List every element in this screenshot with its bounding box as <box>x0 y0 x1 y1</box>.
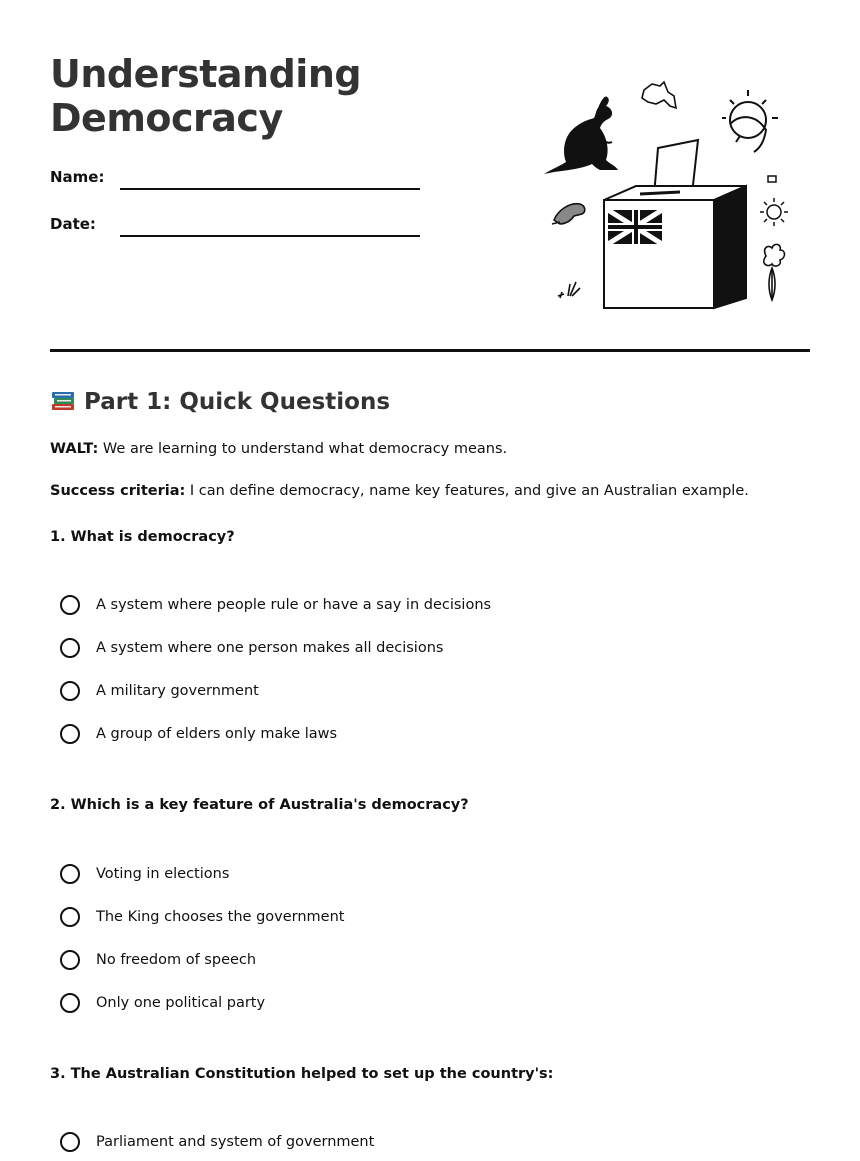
walt-line <box>50 441 507 457</box>
kangaroo-icon <box>544 96 618 174</box>
union-jack-flag-icon <box>608 210 662 244</box>
worksheet-title <box>50 52 361 140</box>
radio-button[interactable] <box>60 993 80 1013</box>
question-1: 1. What is democracy? <box>50 529 235 545</box>
date-label: Date: <box>50 215 96 233</box>
q1-option-2[interactable] <box>60 635 443 661</box>
title-line-2: Democracy <box>50 96 283 140</box>
title-line-1: Understanding <box>50 52 362 96</box>
criteria-label: Success criteria: <box>50 483 186 499</box>
radio-button[interactable] <box>60 595 80 615</box>
radio-button[interactable] <box>60 950 80 970</box>
radio-button[interactable] <box>60 638 80 658</box>
grass-icon <box>558 282 580 298</box>
sun-icon <box>722 90 778 152</box>
option-label: A military government <box>96 683 259 699</box>
option-label: The King chooses the government <box>96 909 345 925</box>
radio-button[interactable] <box>60 681 80 701</box>
criteria-text: I can define democracy, name key features, and give an Australian example. <box>185 483 749 499</box>
walt-label: WALT: <box>50 441 99 457</box>
radio-button[interactable] <box>60 724 80 744</box>
option-label: A group of elders only make laws <box>96 726 338 742</box>
q1-option-4[interactable] <box>60 721 337 747</box>
option-label: No freedom of speech <box>96 952 257 968</box>
option-label: A system where people rule or have a say in decisions <box>96 597 492 613</box>
walt-text: We are learning to understand what democracy means. <box>98 441 508 457</box>
echidna-icon <box>552 204 585 224</box>
part1-heading <box>50 388 390 418</box>
date-field[interactable] <box>50 207 430 237</box>
q2-option-3[interactable] <box>60 947 256 973</box>
option-label: A system where one person makes all decisions <box>96 640 444 656</box>
date-line[interactable] <box>120 235 420 237</box>
q2-option-2[interactable] <box>60 904 344 930</box>
q2-option-4[interactable] <box>60 990 265 1016</box>
option-label: Voting in elections <box>96 866 230 882</box>
radio-button[interactable] <box>60 907 80 927</box>
small-sun-icon <box>760 176 788 226</box>
option-label: Parliament and system of government <box>96 1134 375 1150</box>
books-icon <box>50 388 76 418</box>
q1-option-1[interactable] <box>60 592 491 618</box>
question-2: 2. Which is a key feature of Australia's democracy? <box>50 797 469 813</box>
australia-map-icon <box>642 82 676 108</box>
part1-heading-text: Part 1: Quick Questions <box>84 389 391 415</box>
section-divider <box>50 349 810 352</box>
q2-option-1[interactable] <box>60 861 229 887</box>
question-3: 3. The Australian Constitution helped to set up the country's: <box>50 1066 554 1082</box>
flower-icon <box>764 244 785 300</box>
radio-button[interactable] <box>60 864 80 884</box>
name-field[interactable] <box>50 160 430 190</box>
democracy-illustration <box>540 78 800 318</box>
success-criteria-line <box>50 483 749 499</box>
option-label: Only one political party <box>96 995 266 1011</box>
q1-option-3[interactable] <box>60 678 259 704</box>
name-label: Name: <box>50 168 105 186</box>
q3-option-1[interactable] <box>60 1129 374 1155</box>
radio-button[interactable] <box>60 1132 80 1152</box>
name-line[interactable] <box>120 188 420 190</box>
